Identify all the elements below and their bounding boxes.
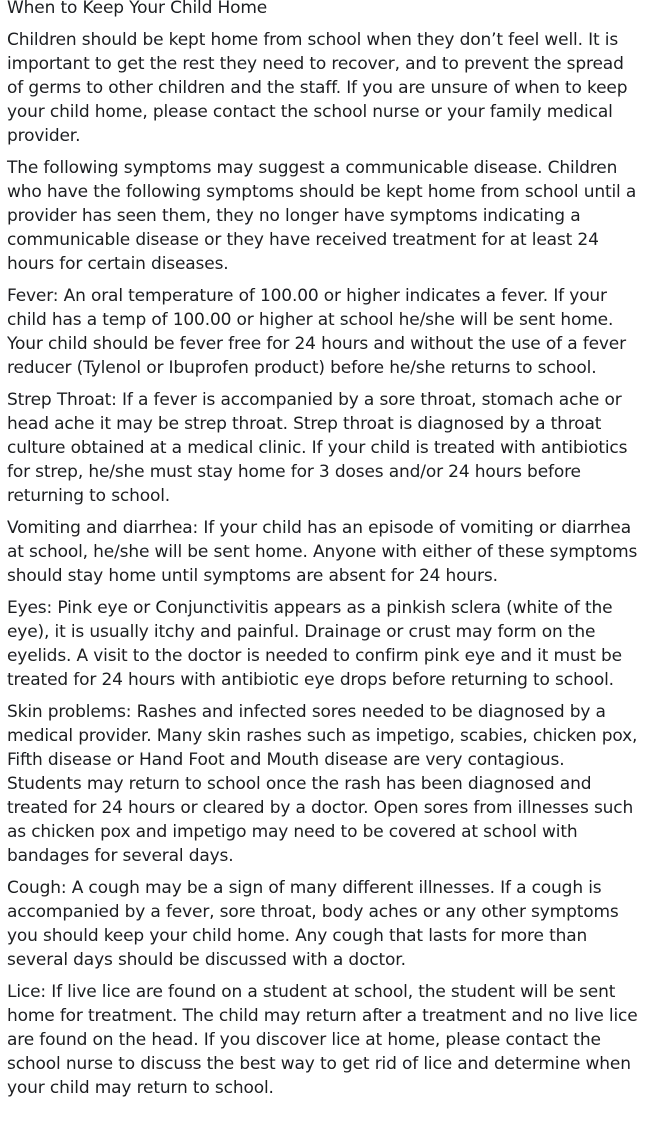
paragraph-cough: Cough: A cough may be a sign of many different illnesses. If a cough is accompanied by a fever, sore throat, body aches or any other symptoms you should keep your child home. Any cough that lasts for more than several days should be discussed with a doctor. — [7, 878, 619, 970]
paragraph-strep-throat: Strep Throat: If a fever is accompanied by a sore throat, stomach ache or head ache it may be strep throat. Strep throat is diagnosed by a throat culture obtained at a medical clinic. If your child is treated with antibiotics for strep, he/she must stay home for 3 doses and/or 24 hours before returning to school. — [7, 390, 628, 506]
paragraph-symptoms-overview: The following symptoms may suggest a communicable disease. Children who have the following symptoms should be kept home from school until a provider has seen them, they no longer have symptoms indicating a communicable disease or they have received treatment for at least 24 hours for certain diseases. — [7, 158, 637, 274]
post-title: When to Keep Your Child Home — [7, 0, 268, 18]
paragraph-vomiting-diarrhea: Vomiting and diarrhea: If your child has an episode of vomiting or diarrhea at school, he/she will be sent home. Anyone with either of these symptoms should stay home until symptoms are absent for 24 hours. — [7, 518, 638, 586]
paragraph-eyes: Eyes: Pink eye or Conjunctivitis appears as a pinkish sclera (white of the eye), it is usually itchy and painful. Drainage or crust may form on the eyelids. A visit to the doctor is needed to confirm pink eye and it must be treated for 24 hours with antibiotic eye drops before returning to school. — [7, 598, 622, 690]
paragraph-lice: Lice: If live lice are found on a student at school, the student will be sent home for treatment. The child may return after a treatment and no live lice are found on the head. If you discover lice at home, please contact the school nurse to discuss the best way to get rid of lice and determine when your child may return to school. — [7, 982, 638, 1098]
paragraph-skin-problems: Skin problems: Rashes and infected sores needed to be diagnosed by a medical provider. Many skin rashes such as impetigo, scabies, chicken pox, Fifth disease or Hand Foot and Mouth disease are very contagious. Students may return to school once the rash has been diagnosed and treated for 24 hours or cleared by a doctor. Open sores from illnesses such as chicken pox and impetigo may need to be covered at school with bandages for several days. — [7, 702, 638, 866]
paragraph-intro: Children should be kept home from school when they don’t feel well. It is important to get the rest they need to recover, and to prevent the spread of germs to other children and the staff. If you are unsure of when to keep your child home, please contact the school nurse or your family medical provider. — [7, 30, 628, 146]
paragraph-fever: Fever: An oral temperature of 100.00 or higher indicates a fever. If your child has a temp of 100.00 or higher at school he/she will be sent home. Your child should be fever free for 24 hours and without the use of a fever reducer (Tylenol or Ibuprofen product) before he/she returns to school. — [7, 286, 626, 378]
